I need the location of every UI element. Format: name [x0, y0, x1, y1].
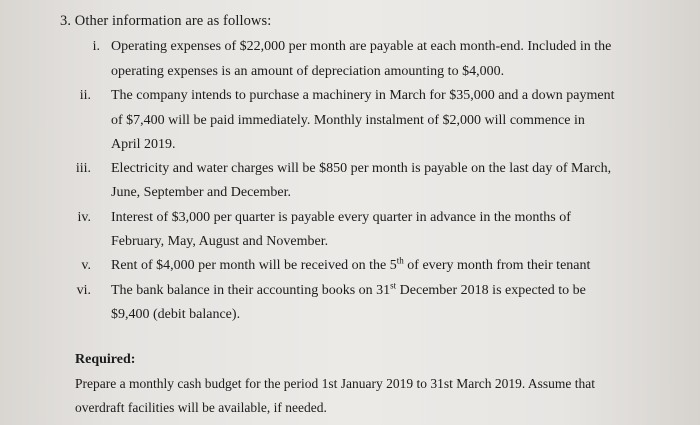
ordinal-suffix: th: [396, 255, 404, 266]
instruction-line: overdraft facilities will be available, if needed.: [75, 400, 327, 415]
item-number: v.: [81, 258, 91, 273]
text-segment: of every month from their tenant: [403, 258, 591, 273]
item-text-line: operating expenses is an amount of depreciation amounting to $4,000.: [111, 64, 505, 79]
item-number: iii.: [75, 161, 91, 176]
item-text-line: February, May, August and November.: [111, 234, 329, 249]
item-text-line: [111, 255, 591, 274]
item-text-line: Operating expenses of $22,000 per month are payable at each month-end. Included in the: [111, 39, 612, 54]
text-segment: December 2018 is expected to be: [396, 283, 586, 298]
text-segment: The bank balance in their accounting books on 31: [111, 283, 391, 298]
item-text-line: Interest of $3,000 per quarter is payable every quarter in advance in the months of: [111, 210, 571, 225]
item-text-line: [111, 280, 586, 299]
text-segment: Rent of $4,000 per month will be received on the 5: [111, 258, 397, 273]
item-text-line: The company intends to purchase a machinery in March for $35,000 and a down payment: [111, 88, 615, 103]
item-number: vi.: [76, 283, 91, 298]
item-number: i.: [92, 39, 100, 54]
item-text-line: June, September and December.: [111, 185, 291, 200]
instruction-line: Prepare a monthly cash budget for the period 1st January 2019 to 31st March 2019. Assume that: [75, 376, 596, 391]
ordinal-suffix: st: [390, 280, 397, 291]
item-number: iv.: [77, 210, 91, 225]
item-text-line: April 2019.: [111, 137, 176, 152]
item-text-line: $9,400 (debit balance).: [111, 307, 241, 322]
item-text-line: of $7,400 will be paid immediately. Monthly instalment of $2,000 will commence in: [111, 113, 585, 128]
required-label: Required:: [75, 352, 136, 367]
section-heading: 3. Other information are as follows:: [60, 13, 272, 29]
item-text-line: Electricity and water charges will be $850 per month is payable on the last day of March,: [111, 161, 612, 176]
item-number: ii.: [79, 88, 91, 103]
